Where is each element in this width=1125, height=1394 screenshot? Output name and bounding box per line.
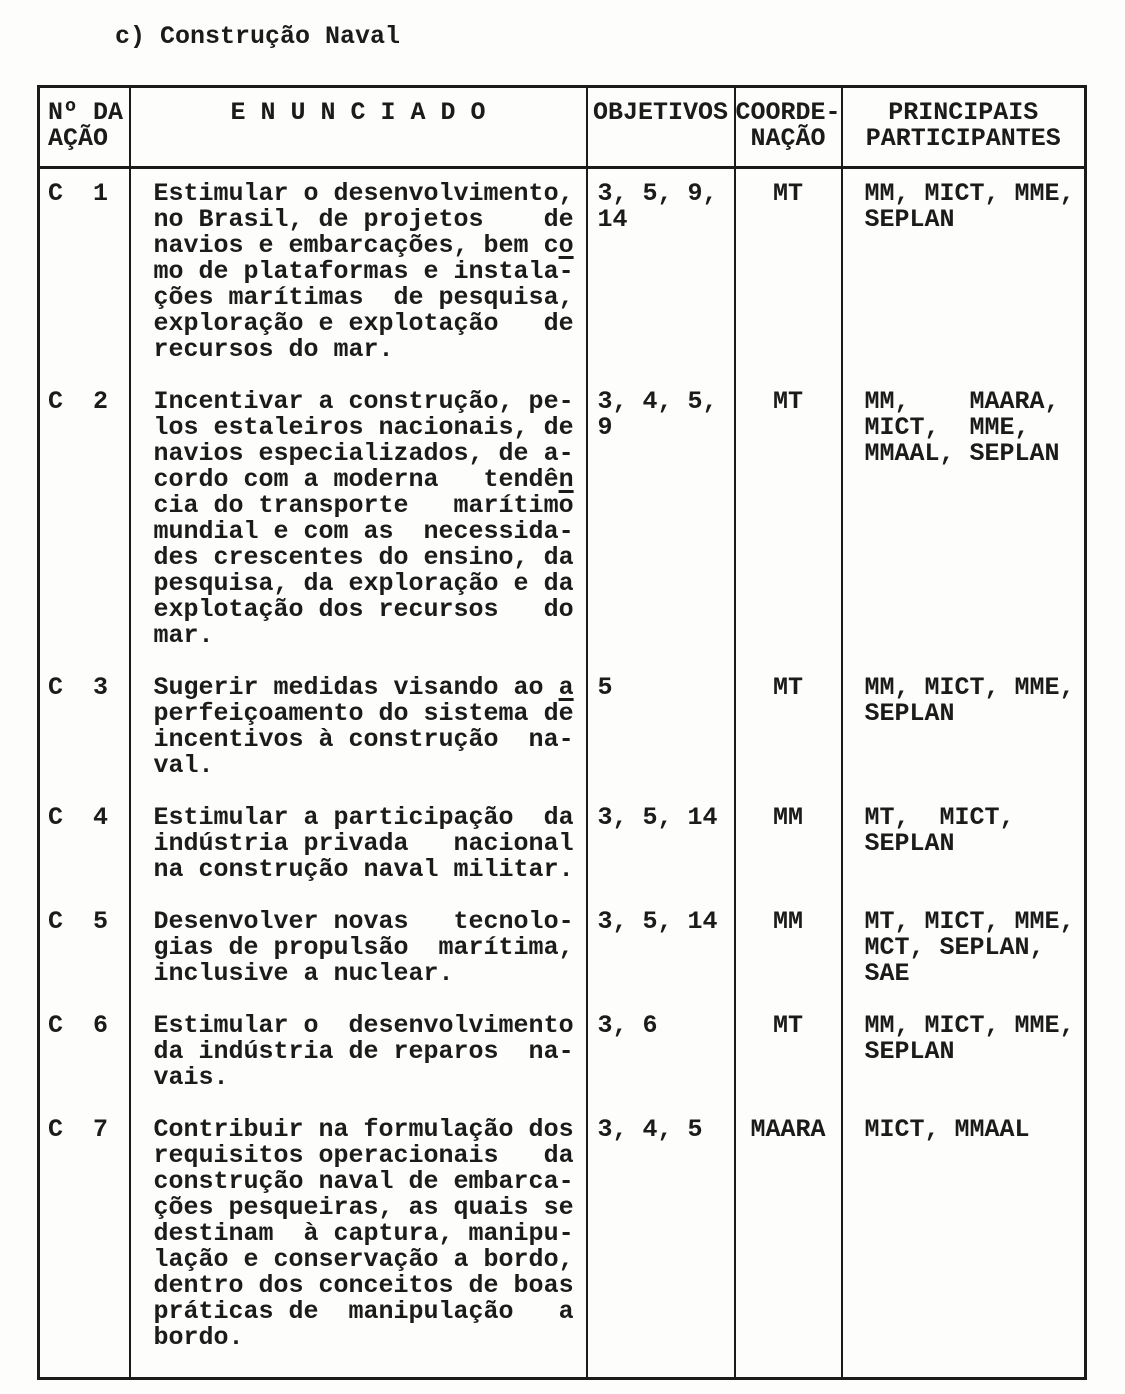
- underlined-char: n: [558, 465, 574, 494]
- text-segment: MICT, MMAAL: [864, 1115, 1030, 1144]
- text-line: [48, 181, 129, 207]
- text-line: [154, 1117, 586, 1143]
- text-segment: indústria privada nacional: [153, 829, 574, 858]
- text-line: [154, 1273, 586, 1299]
- coordenacao-cell: [735, 1117, 842, 1379]
- header-line: AÇÃO: [48, 124, 109, 153]
- text-line: [598, 389, 734, 415]
- text-line: [154, 181, 586, 207]
- text-segment: MT: [773, 673, 804, 702]
- text-segment: C 7: [48, 1115, 109, 1144]
- text-line: [154, 467, 586, 493]
- text-segment: mundial e com as necessida-: [153, 517, 574, 546]
- enunciado-cell: [130, 389, 587, 675]
- text-segment: exploração e explotação de: [153, 309, 574, 338]
- text-segment: cia do transporte marítimo: [153, 491, 574, 520]
- column-header-acao: [39, 87, 130, 168]
- text-line: [865, 1117, 1085, 1143]
- text-segment: MT, MICT,: [864, 803, 1015, 832]
- actions-table: [37, 85, 1087, 1380]
- text-line: [48, 1013, 129, 1039]
- text-line: [154, 831, 586, 857]
- text-segment: lação e conservação a bordo,: [153, 1245, 574, 1274]
- coordenacao-cell: [735, 168, 842, 390]
- header-line: Nº DA: [48, 98, 124, 127]
- participantes-cell: [842, 909, 1086, 1013]
- text-segment: C 4: [48, 803, 109, 832]
- text-segment: 9: [597, 413, 613, 442]
- text-line: [736, 181, 841, 207]
- text-line: [865, 415, 1085, 441]
- text-line: [865, 805, 1085, 831]
- text-line: [736, 389, 841, 415]
- text-segment: Estimular o desenvolvimento,: [153, 179, 574, 208]
- text-line: [154, 935, 586, 961]
- text-segment: explotação dos recursos do: [153, 595, 574, 624]
- action-number-cell: [39, 389, 130, 675]
- table-row: [39, 805, 1086, 909]
- header-row: [39, 87, 1086, 168]
- objetivos-cell: [587, 1117, 735, 1379]
- text-segment: SEPLAN: [864, 205, 955, 234]
- text-segment: 3, 4, 5: [597, 1115, 703, 1144]
- text-segment: MAARA: [750, 1115, 826, 1144]
- text-segment: Estimular o desenvolvimento: [153, 1011, 574, 1040]
- text-line: [154, 701, 586, 727]
- text-segment: inclusive a nuclear.: [153, 959, 454, 988]
- action-number-cell: [39, 675, 130, 805]
- table-body: [39, 168, 1086, 1379]
- enunciado-cell: [130, 1013, 587, 1117]
- text-segment: SEPLAN: [864, 699, 955, 728]
- column-header-enunciado: [130, 87, 587, 168]
- column-header-participantes: [842, 87, 1086, 168]
- column-header-coordenacao: [735, 87, 842, 168]
- coordenacao-cell: [735, 389, 842, 675]
- text-segment: Contribuir na formulação dos: [153, 1115, 574, 1144]
- text-segment: bordo.: [153, 1323, 244, 1352]
- text-segment: SEPLAN: [864, 829, 955, 858]
- text-line: [154, 1065, 586, 1091]
- text-segment: C 3: [48, 673, 109, 702]
- text-line: [598, 1013, 734, 1039]
- text-line: [154, 805, 586, 831]
- text-line: [154, 909, 586, 935]
- text-line: [154, 519, 586, 545]
- text-line: [154, 623, 586, 649]
- text-line: [865, 701, 1085, 727]
- text-segment: MM, MAARA,: [864, 387, 1060, 416]
- enunciado-cell: [130, 805, 587, 909]
- text-segment: ções pesqueiras, as quais se: [153, 1193, 574, 1222]
- coordenacao-cell: [735, 805, 842, 909]
- text-line: [865, 207, 1085, 233]
- text-segment: val.: [153, 751, 214, 780]
- text-line: [154, 1195, 586, 1221]
- header-line: OBJETIVOS: [592, 98, 729, 127]
- text-line: [48, 805, 129, 831]
- participantes-cell: [842, 168, 1086, 390]
- text-segment: requisitos operacionais da: [153, 1141, 574, 1170]
- text-line: [154, 1299, 586, 1325]
- header-line: PRINCIPAIS: [888, 98, 1039, 127]
- text-segment: construção naval de embarca-: [153, 1167, 574, 1196]
- text-line: [865, 675, 1085, 701]
- text-segment: Sugerir medidas visando ao: [153, 673, 559, 702]
- text-line: [598, 805, 734, 831]
- action-number-cell: [39, 1117, 130, 1379]
- text-line: [154, 597, 586, 623]
- text-line: [865, 1039, 1085, 1065]
- page-title: c) Construção Naval: [115, 22, 401, 51]
- table-row: [39, 675, 1086, 805]
- text-segment: dentro dos conceitos de boas: [153, 1271, 574, 1300]
- objetivos-cell: [587, 389, 735, 675]
- text-segment: MCT, SEPLAN,: [864, 933, 1045, 962]
- participantes-cell: [842, 1117, 1086, 1379]
- text-line: [865, 961, 1085, 987]
- text-line: [154, 571, 586, 597]
- enunciado-cell: [130, 675, 587, 805]
- text-segment: C 5: [48, 907, 109, 936]
- enunciado-cell: [130, 168, 587, 390]
- text-line: [598, 1117, 734, 1143]
- text-segment: Incentivar a construção, pe-: [153, 387, 574, 416]
- text-segment: da indústria de reparos na-: [153, 1037, 574, 1066]
- text-line: [736, 1013, 841, 1039]
- text-line: [154, 1143, 586, 1169]
- text-line: [865, 441, 1085, 467]
- text-line: [48, 675, 129, 701]
- text-segment: Estimular a participação da: [153, 803, 574, 832]
- text-segment: 3, 5, 14: [597, 907, 718, 936]
- text-line: [154, 1247, 586, 1273]
- text-segment: cordo com a moderna tendê: [153, 465, 559, 494]
- text-segment: no Brasil, de projetos de: [153, 205, 574, 234]
- text-segment: perfeiçoamento do sistema de: [153, 699, 574, 728]
- text-segment: ções marítimas de pesquisa,: [153, 283, 574, 312]
- text-line: [48, 1117, 129, 1143]
- text-segment: 3, 6: [597, 1011, 658, 1040]
- objetivos-cell: [587, 805, 735, 909]
- text-line: [154, 1325, 586, 1351]
- text-line: [154, 441, 586, 467]
- text-segment: práticas de manipulação a: [153, 1297, 574, 1326]
- table-row: [39, 1013, 1086, 1117]
- text-line: [736, 909, 841, 935]
- action-number-cell: [39, 1013, 130, 1117]
- objetivos-cell: [587, 909, 735, 1013]
- text-line: [48, 909, 129, 935]
- text-segment: MT, MICT, MME,: [864, 907, 1075, 936]
- text-line: [154, 753, 586, 779]
- text-line: [154, 337, 586, 363]
- text-segment: incentivos à construção na-: [153, 725, 574, 754]
- text-segment: SAE: [864, 959, 910, 988]
- text-line: [598, 415, 734, 441]
- text-segment: 3, 5, 14: [597, 803, 718, 832]
- text-segment: MM: [773, 803, 804, 832]
- coordenacao-cell: [735, 675, 842, 805]
- participantes-cell: [842, 389, 1086, 675]
- text-line: [865, 1013, 1085, 1039]
- text-segment: 5: [597, 673, 613, 702]
- text-line: [48, 389, 129, 415]
- underlined-char: o: [558, 231, 574, 260]
- text-line: [154, 415, 586, 441]
- text-line: [154, 961, 586, 987]
- text-line: [154, 1169, 586, 1195]
- text-segment: vais.: [153, 1063, 229, 1092]
- table-row: [39, 1117, 1086, 1379]
- text-segment: gias de propulsão marítima,: [153, 933, 574, 962]
- text-segment: mar.: [153, 621, 214, 650]
- text-segment: MT: [773, 179, 804, 208]
- text-line: [154, 545, 586, 571]
- participantes-cell: [842, 675, 1086, 805]
- text-line: [598, 675, 734, 701]
- text-segment: MM, MICT, MME,: [864, 673, 1075, 702]
- text-segment: C 6: [48, 1011, 109, 1040]
- participantes-cell: [842, 1013, 1086, 1117]
- text-line: [598, 181, 734, 207]
- table-row: [39, 168, 1086, 390]
- header-line: COORDE-: [735, 98, 841, 127]
- text-line: [865, 831, 1085, 857]
- text-line: [154, 389, 586, 415]
- objetivos-cell: [587, 1013, 735, 1117]
- text-segment: na construção naval militar.: [153, 855, 574, 884]
- text-segment: des crescentes do ensino, da: [153, 543, 574, 572]
- text-segment: MT: [773, 1011, 804, 1040]
- header-line: E N U N C I A D O: [230, 98, 486, 127]
- text-line: [154, 1013, 586, 1039]
- text-segment: navios e embarcações, bem c: [153, 231, 559, 260]
- text-line: [154, 675, 586, 701]
- header-line: NAÇÃO: [750, 124, 826, 153]
- objetivos-cell: [587, 675, 735, 805]
- table-row: [39, 389, 1086, 675]
- text-line: [154, 259, 586, 285]
- objetivos-cell: [587, 168, 735, 390]
- text-line: [736, 805, 841, 831]
- text-line: [865, 909, 1085, 935]
- text-line: [865, 181, 1085, 207]
- text-segment: MT: [773, 387, 804, 416]
- text-line: [154, 727, 586, 753]
- action-number-cell: [39, 805, 130, 909]
- text-segment: mo de plataformas e instala-: [153, 257, 574, 286]
- text-line: [154, 1039, 586, 1065]
- text-line: [154, 207, 586, 233]
- text-line: [154, 311, 586, 337]
- header-line: PARTICIPANTES: [865, 124, 1061, 153]
- table-row: [39, 909, 1086, 1013]
- text-segment: MM, MICT, MME,: [864, 179, 1075, 208]
- text-segment: navios especializados, de a-: [153, 439, 574, 468]
- text-line: [865, 389, 1085, 415]
- text-segment: 3, 4, 5,: [597, 387, 718, 416]
- coordenacao-cell: [735, 1013, 842, 1117]
- coordenacao-cell: [735, 909, 842, 1013]
- text-segment: Desenvolver novas tecnolo-: [153, 907, 574, 936]
- underlined-char: a: [558, 673, 574, 702]
- action-number-cell: [39, 909, 130, 1013]
- text-segment: C 2: [48, 387, 109, 416]
- text-line: [598, 909, 734, 935]
- text-line: [154, 233, 586, 259]
- action-number-cell: [39, 168, 130, 390]
- text-segment: recursos do mar.: [153, 335, 394, 364]
- text-segment: pesquisa, da exploração e da: [153, 569, 574, 598]
- text-line: [154, 285, 586, 311]
- text-segment: los estaleiros nacionais, de: [153, 413, 574, 442]
- text-segment: C 1: [48, 179, 109, 208]
- text-segment: MICT, MME,: [864, 413, 1030, 442]
- text-segment: 14: [597, 205, 628, 234]
- text-line: [598, 207, 734, 233]
- column-header-objetivos: [587, 87, 735, 168]
- participantes-cell: [842, 805, 1086, 909]
- text-line: [736, 675, 841, 701]
- text-line: [154, 857, 586, 883]
- text-line: [865, 935, 1085, 961]
- enunciado-cell: [130, 909, 587, 1013]
- text-line: [736, 1117, 841, 1143]
- text-line: [154, 1221, 586, 1247]
- text-line: [154, 493, 586, 519]
- text-segment: 3, 5, 9,: [597, 179, 718, 208]
- enunciado-cell: [130, 1117, 587, 1379]
- text-segment: MM: [773, 907, 804, 936]
- text-segment: destinam à captura, manipu-: [153, 1219, 574, 1248]
- text-segment: MMAAL, SEPLAN: [864, 439, 1060, 468]
- text-segment: MM, MICT, MME,: [864, 1011, 1075, 1040]
- text-segment: SEPLAN: [864, 1037, 955, 1066]
